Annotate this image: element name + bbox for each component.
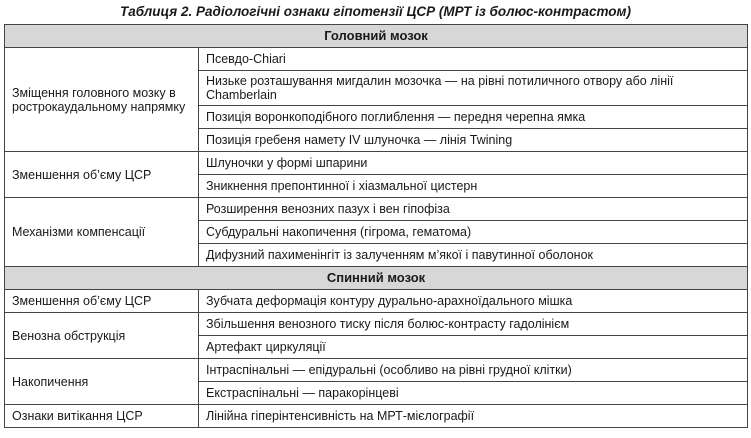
item-cell: Лінійна гіперінтенсивність на МРТ-мієлографії <box>199 405 748 428</box>
table-row <box>5 313 748 336</box>
group-label: Механізми компенсації <box>5 198 199 267</box>
section-header-row <box>5 25 748 48</box>
table-row <box>5 198 748 221</box>
item-cell: Збільшення венозного тиску після болюс-контрасту гадолінієм <box>199 313 748 336</box>
item-cell: Шлуночки у формі шпарини <box>199 152 748 175</box>
table-row <box>5 359 748 382</box>
group-label: Венозна обструкція <box>5 313 199 359</box>
section-title: Головний мозок <box>5 25 748 48</box>
item-cell: Позиція гребеня намету IV шлуночка — лінія Twining <box>199 129 748 152</box>
group-label: Зміщення головного мозку в рострокаудальному напрямку <box>5 48 199 152</box>
group-label: Зменшення об’єму ЦСР <box>5 290 199 313</box>
table-row <box>5 48 748 71</box>
item-cell: Зникнення препонтинної і хіазмальної цистерн <box>199 175 748 198</box>
item-cell: Артефакт циркуляції <box>199 336 748 359</box>
table-row <box>5 290 748 313</box>
item-cell: Екстраспінальні — паракорінцеві <box>199 382 748 405</box>
group-label: Зменшення об’єму ЦСР <box>5 152 199 198</box>
item-cell: Зубчата деформація контуру дурально-арахноїдального мішка <box>199 290 748 313</box>
item-cell: Низьке розташування мигдалин мозочка — на рівні потиличного отвору або лінії Chamberlain <box>199 71 748 106</box>
table-row <box>5 405 748 428</box>
item-cell: Субдуральні накопичення (гігрома, гематома) <box>199 221 748 244</box>
group-label: Накопичення <box>5 359 199 405</box>
section-title: Спинний мозок <box>5 267 748 290</box>
group-label: Ознаки витікання ЦСР <box>5 405 199 428</box>
item-cell: Інтраспінальні — епідуральні (особливо на рівні грудної клітки) <box>199 359 748 382</box>
item-cell: Псевдо-Chiari <box>199 48 748 71</box>
item-cell: Позиція воронкоподібного поглиблення — передня черепна ямка <box>199 106 748 129</box>
table-caption: Таблиця 2. Радіологічні ознаки гіпотензії ЦСР (МРТ із болюс-контрастом) <box>119 4 632 19</box>
item-cell: Розширення венозних пазух і вен гіпофіза <box>199 198 748 221</box>
item-cell: Дифузний пахименінгіт із залученням м’якої і павутинної оболонок <box>199 244 748 267</box>
radiology-signs-table <box>4 24 748 428</box>
table-row <box>5 152 748 175</box>
section-header-row <box>5 267 748 290</box>
